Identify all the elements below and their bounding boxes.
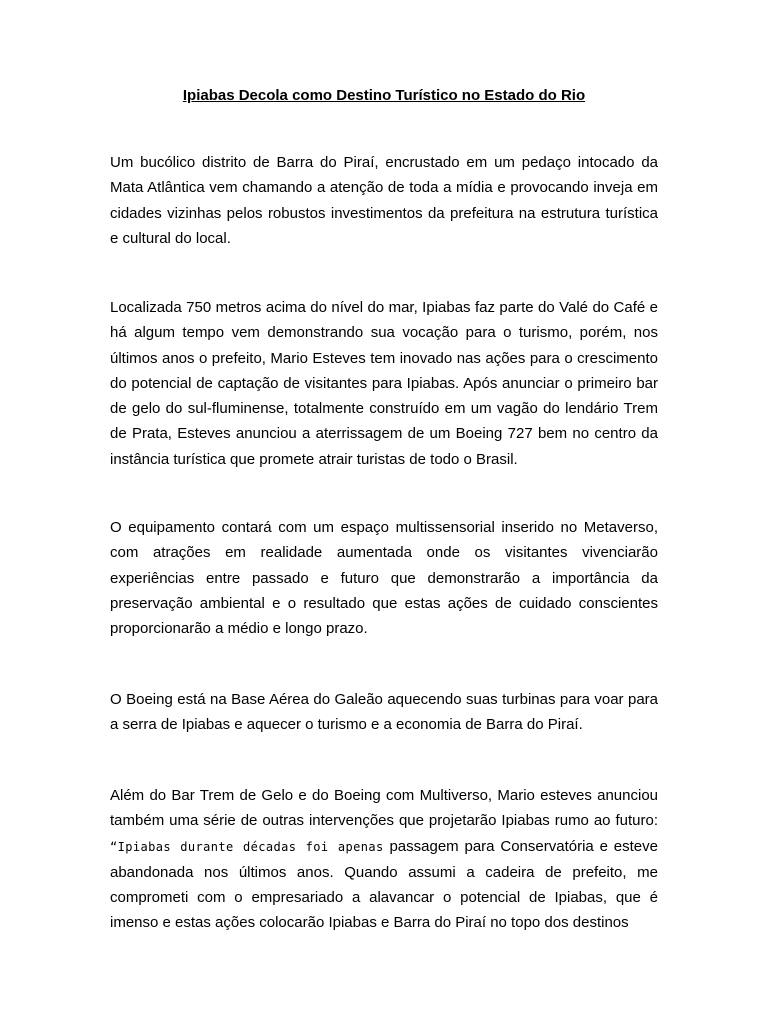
paragraph-interventions-end: passagem para Conservatória e esteve abandonada nos últimos anos. Quando assumi a cadeira de prefeito, me comprometi com o empresariado a alavancar o potencial de Ipiabas, que é imenso e estas ações colocarão Ipiabas e Barra do Piraí no topo dos destinos (110, 837, 658, 932)
paragraph-intro: Um bucólico distrito de Barra do Piraí, encrustado em um pedaço intocado da Mata Atlântica vem chamando a atenção de toda a mídia e provocando inveja em cidades vizinhas pelos robustos investimentos da prefeitura na estrutura turística e cultural do local. (110, 154, 658, 247)
paragraph-interventions-start: Além do Bar Trem de Gelo e do Boeing com Multiverso, Mario esteves anunciou também uma série de outras intervenções que projetarão Ipiabas rumo ao futuro: (110, 787, 658, 830)
paragraph-boeing: O Boeing está na Base Aérea do Galeão aquecendo suas turbinas para voar para a serra de Ipiabas e aquecer o turismo e a economia de Barra do Piraí. (110, 691, 658, 734)
paragraph-equipment: O equipamento contará com um espaço multissensorial inserido no Metaverso, com atrações em realidade aumentada onde os visitantes vivenciarão experiências entre passado e futuro que demonstrarão a importância da preservação ambiental e o resultado que estas ações de cuidado conscientes proporcionarão a médio e longo prazo. (110, 519, 658, 638)
paragraph-location: Localizada 750 metros acima do nível do mar, Ipiabas faz parte do Valé do Café e há algum tempo vem demonstrando sua vocação para o turismo, porém, nos últimos anos o prefeito, Mario Esteves tem inovado nas ações para o crescimento do potencial de captação de visitantes para Ipiabas. Após anunciar o primeiro bar de gelo do sul-fluminense, totalmente construído em um vagão do lendário Trem de Prata, Esteves anunciou a aterrissagem de um Boeing 727 bem no centro da instância turística que promete atrair turistas de todo o Brasil. (110, 299, 658, 468)
mayor-quote-start: “Ipiabas durante décadas foi apenas (110, 839, 384, 854)
document-title: Ipiabas Decola como Destino Turístico no Estado do Rio (182, 87, 586, 104)
paragraph-interventions (110, 783, 658, 936)
